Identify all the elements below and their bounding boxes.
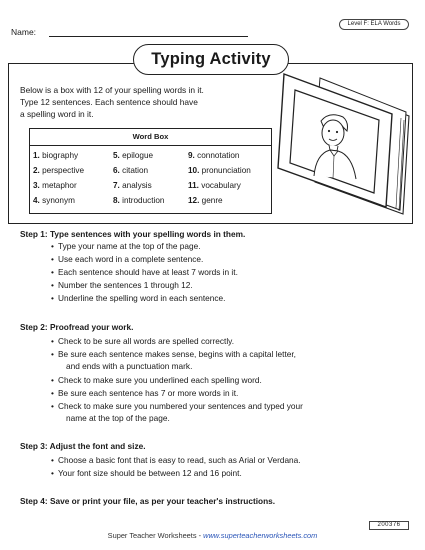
word-item: 9. connotation	[188, 151, 240, 160]
step-heading: Step 2: Proofread your work.	[20, 322, 134, 332]
step-heading: Step 1: Type sentences with your spelling words in them.	[20, 229, 246, 239]
instruction-bullet: • Check to make sure you numbered your sentences and typed your	[58, 401, 303, 411]
word-item: 10. pronunciation	[188, 166, 251, 175]
intro-text	[20, 84, 265, 121]
instruction-bullet: • Choose a basic font that is easy to read, such as Arial or Verdana.	[58, 455, 301, 465]
word-item: 12. genre	[188, 196, 223, 205]
instruction-bullet-continued: name at the top of the page.	[66, 413, 170, 423]
intro-line: Below is a box with 12 of your spelling words in it.	[20, 85, 204, 95]
word-item: 8. introduction	[113, 196, 165, 205]
instruction-bullet: • Your font size should be between 12 and 16 point.	[58, 468, 242, 478]
word-item: 5. epilogue	[113, 151, 154, 160]
step-heading: Step 4: Save or print your file, as per your teacher's instructions.	[20, 496, 276, 506]
level-badge: Level F: ELA Words	[339, 19, 409, 30]
page-title: Typing Activity	[133, 44, 289, 75]
intro-line: a spelling word in it.	[20, 109, 94, 120]
word-box-heading: Word Box	[30, 129, 271, 146]
word-item: 7. analysis	[113, 181, 152, 190]
name-blank-line	[49, 36, 248, 37]
instruction-bullet: • Check to be sure all words are spelled correctly.	[58, 336, 234, 346]
footer-brand: Super Teacher Worksheets -	[107, 531, 204, 540]
instruction-bullet: • Each sentence should have at least 7 words in it.	[58, 267, 238, 277]
word-box	[29, 128, 272, 214]
intro-line: Type 12 sentences. Each sentence should have	[20, 97, 198, 108]
instruction-bullet: • Number the sentences 1 through 12.	[58, 280, 193, 290]
instruction-bullet: • Use each word in a complete sentence.	[58, 254, 203, 264]
word-item: 11. vocabulary	[188, 181, 241, 190]
instruction-bullet: • Check to make sure you underlined each spelling word.	[58, 375, 262, 385]
footer	[0, 531, 425, 540]
step-heading: Step 3: Adjust the font and size.	[20, 441, 146, 451]
instruction-bullet: • Underline the spelling word in each sentence.	[58, 293, 225, 303]
footer-link[interactable]: www.superteacherworksheets.com	[203, 531, 318, 540]
book-illustration	[276, 66, 411, 218]
word-item: 3. metaphor	[33, 181, 77, 190]
name-label: Name:	[11, 27, 37, 37]
instruction-bullet: • Be sure each sentence has 7 or more words in it.	[58, 388, 238, 398]
instruction-bullet: • Type your name at the top of the page.	[58, 241, 201, 251]
instruction-bullet-continued: and ends with a punctuation mark.	[66, 361, 193, 371]
word-item: 1. biography	[33, 151, 79, 160]
instruction-bullet: • Be sure each sentence makes sense, begins with a capital letter,	[58, 349, 296, 359]
page-code: 200376	[369, 521, 409, 530]
word-item: 2. perspective	[33, 166, 84, 175]
word-item: 6. citation	[113, 166, 149, 175]
word-item: 4. synonym	[33, 196, 75, 205]
